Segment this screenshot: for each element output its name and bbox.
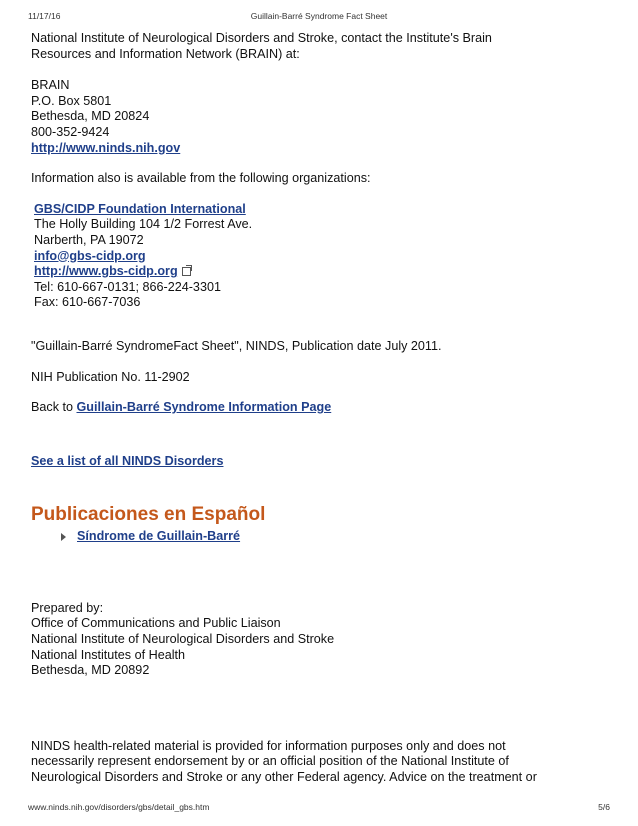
info-also-text: Information also is available from the following organizations: xyxy=(31,171,371,186)
ninds-disorders-list-link[interactable]: See a list of all NINDS Disorders xyxy=(31,453,224,468)
prepared-by xyxy=(31,601,611,679)
external-link-icon xyxy=(182,267,191,276)
intro-paragraph xyxy=(31,31,611,62)
prepared-label: Prepared by: xyxy=(31,600,104,615)
intro-line: Resources and Information Network (BRAIN) at: xyxy=(31,46,300,61)
disclaimer-line: necessarily represent endorsement by or an official position of the National Institute of xyxy=(31,754,509,769)
brain-city: Bethesda, MD 20824 xyxy=(31,109,150,124)
disclaimer-line: NINDS health-related material is provided for information purposes only and does not xyxy=(31,738,506,753)
publication-number: NIH Publication No. 11-2902 xyxy=(31,369,190,384)
spanish-list-item xyxy=(61,529,611,545)
org-url-link[interactable]: http://www.gbs-cidp.org xyxy=(34,264,178,279)
caret-right-icon xyxy=(61,533,66,541)
print-footer xyxy=(28,802,610,814)
print-header xyxy=(28,11,610,23)
print-title: Guillain-Barré Syndrome Fact Sheet xyxy=(250,11,388,21)
back-to-prefix: Back to xyxy=(31,400,77,415)
org-contact xyxy=(34,202,611,311)
prepared-nih: National Institutes of Health xyxy=(31,647,186,662)
org-address1: The Holly Building 104 1/2 Forrest Ave. xyxy=(34,217,253,232)
org-fax: Fax: 610-667-7036 xyxy=(34,295,141,310)
gbs-info-page-link[interactable]: Guillain-Barré Syndrome Information Page xyxy=(76,400,332,415)
print-url: www.ninds.nih.gov/disorders/gbs/detail_gbs.htm xyxy=(28,802,210,812)
org-address2: Narberth, PA 19072 xyxy=(34,232,144,247)
intro-line: National Institute of Neurological Disorders and Stroke, contact the Institute's Brain xyxy=(31,31,492,45)
page-number: 5/6 xyxy=(598,802,610,812)
brain-phone: 800-352-9424 xyxy=(31,124,110,139)
org-email-link[interactable]: info@gbs-cidp.org xyxy=(34,248,146,263)
spanish-gbs-link[interactable]: Síndrome de Guillain-Barré xyxy=(77,529,241,544)
org-name-link[interactable]: GBS/CIDP Foundation International xyxy=(34,201,246,216)
brain-name: BRAIN xyxy=(31,78,70,93)
brain-url-link[interactable]: http://www.ninds.nih.gov xyxy=(31,140,181,155)
disclaimer-paragraph xyxy=(31,739,611,786)
prepared-institute: National Institute of Neurological Disorders and Stroke xyxy=(31,632,335,647)
disclaimer-line: Neurological Disorders and Stroke or any other Federal agency. Advice on the treatment or xyxy=(31,770,537,785)
back-to-paragraph xyxy=(31,400,611,416)
brain-contact xyxy=(31,78,611,156)
print-date: 11/17/16 xyxy=(28,11,61,21)
page-content xyxy=(31,31,611,786)
org-tel: Tel: 610-667-0131; 866-224-3301 xyxy=(34,279,221,294)
spanish-publications-heading: Publicaciones en Español xyxy=(31,504,266,526)
brain-po-box: P.O. Box 5801 xyxy=(31,93,112,108)
prepared-office: Office of Communications and Public Liaison xyxy=(31,616,281,631)
citation-text: "Guillain-Barré SyndromeFact Sheet", NINDS, Publication date July 2011. xyxy=(31,338,442,353)
prepared-city: Bethesda, MD 20892 xyxy=(31,663,150,678)
